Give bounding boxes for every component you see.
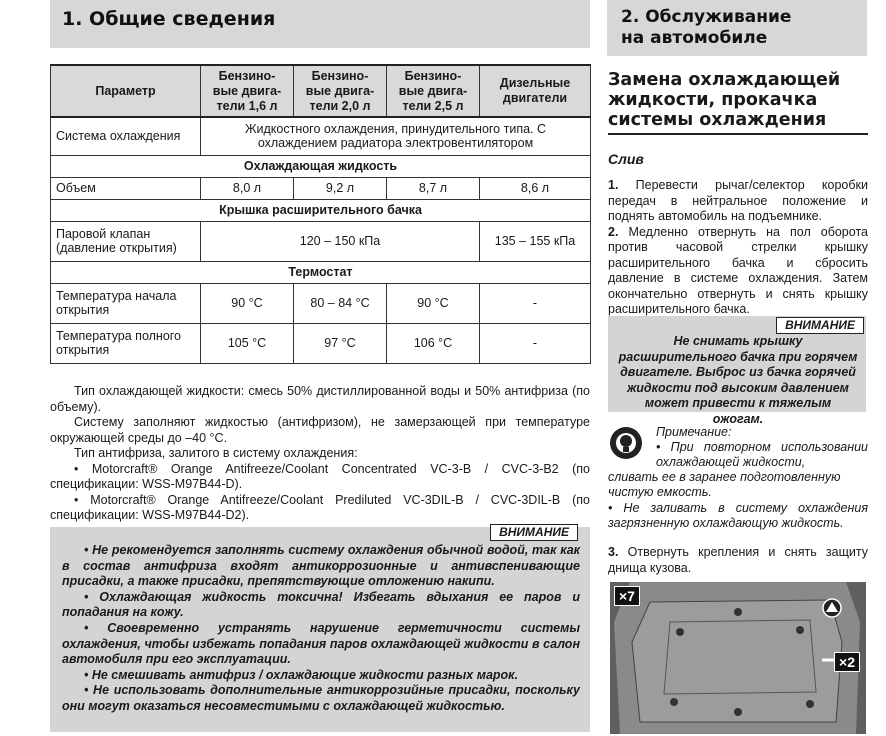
table-cell: 8,7 л (387, 177, 480, 199)
step-number: 2. (608, 224, 619, 239)
table-cell: 9,2 л (294, 177, 387, 199)
table-section-row (51, 155, 591, 177)
subsection-title: Слив (608, 151, 644, 167)
row-label: Паровой клапан (давление открытия) (51, 221, 201, 261)
table-cell: 90 °C (201, 283, 294, 323)
step-3 (608, 545, 868, 576)
procedure-title: Замена охлаждающей жидкости, прокачка системы охлаждения (608, 70, 868, 135)
header-petrol-20: Бензино-вые двига-тели 2,0 л (294, 65, 387, 117)
row-label: Температура полного открытия (51, 323, 201, 363)
paragraph: Тип охлаждающей жидкости: смесь 50% дистиллированной воды и 50% антифриза (по объему). (50, 384, 590, 414)
step-text: Перевести рычаг/селектор коробки передач в нейтральное положение и поднять автомобиль на подъемнике. (608, 178, 868, 223)
table-row (51, 117, 591, 155)
underbody-illustration (610, 582, 866, 734)
warning-label: ВНИМАНИЕ (776, 317, 864, 334)
paragraph: Систему заполняют жидкостью (антифризом), не замерзающей при температуре окружающей среды до –40 °C. (50, 415, 590, 445)
header-petrol-25: Бензино-вые двига-тели 2,5 л (387, 65, 480, 117)
table-cell: 90 °C (387, 283, 480, 323)
table-header-row (51, 65, 591, 117)
spec-table (50, 64, 591, 364)
table-cell: 8,0 л (201, 177, 294, 199)
note-heading: Примечание: (656, 425, 732, 439)
section-thermostat: Термостат (51, 261, 591, 283)
table-row (51, 283, 591, 323)
section-title-general: 1. Общие сведения (62, 8, 276, 30)
lightbulb-icon (610, 427, 642, 459)
table-cell: - (480, 283, 591, 323)
section-title-maintenance: 2. Обслуживание на автомобиле (621, 7, 792, 48)
steps-1-2 (608, 178, 868, 318)
warning-box-left (50, 527, 590, 732)
row-label: Объем (51, 177, 201, 199)
section-cap: Крышка расширительного бачка (51, 199, 591, 221)
table-cell: 120 – 150 кПа (201, 221, 480, 261)
warning-item: • Охлаждающая жидкость токсична! Избегать вдыхания ее паров и попадания на кожу. (62, 589, 580, 620)
table-row (51, 323, 591, 363)
table-cell: 80 – 84 °C (294, 283, 387, 323)
step (608, 178, 868, 225)
warning-item: • Не рекомендуется заполнять систему охлаждения обычной водой, так как в состав антифриза входят антикоррозионные и антивспенивающие присадки, а также присадки, препятствующие отложению накипи. (62, 543, 580, 589)
warning-text: Не снимать крышку расширительного бачка при горячем двигателе. Выброс из бачка горячей жидкости под высоким давлением может привести к тяжелым ожогам. (618, 334, 858, 426)
section-header-left (50, 0, 590, 48)
note-item: • При повторном использовании охлаждающей жидкости, (656, 440, 868, 469)
paragraph: • Motorcraft® Orange Antifreeze/Coolant Concentrated VC-3-B / CVC-3-B2 (по спецификации: WSS-M97B44-D). (50, 461, 590, 491)
section-coolant: Охлаждающая жидкость (51, 155, 591, 177)
table-row (51, 221, 591, 261)
row-label: Система охлаждения (51, 117, 201, 155)
warning-box-right (608, 316, 866, 426)
row-label: Температура начала открытия (51, 283, 201, 323)
warning-label: ВНИМАНИЕ (490, 524, 578, 541)
table-row (51, 177, 591, 199)
table-cell: 135 – 155 кПа (480, 221, 591, 261)
step-text: Медленно отвернуть на пол оборота против часовой стрелки крышку расширительного бачка и сбросить давление в системе охлаждения. Затем окончательно отвернуть и снять крышку расширительного бачка. (608, 224, 868, 316)
table-cell: 97 °C (294, 323, 387, 363)
table-section-row (51, 199, 591, 221)
header-param: Параметр (51, 65, 201, 117)
step-number: 1. (608, 178, 619, 192)
warning-item: • Не смешивать антифриз / охлаждающие жидкости разных марок. (84, 667, 518, 682)
count-badge: ×2 (834, 652, 860, 672)
step (608, 545, 868, 576)
paragraph: • Motorcraft® Orange Antifreeze/Coolant Prediluted VC-3DIL-B / CVC-3DIL-B (по спецификации: WSS-M97B44-D2). (50, 492, 590, 522)
table-cell: - (480, 323, 591, 363)
warning-item: • Своевременно устранять нарушение герметичности системы охлаждения, чтобы избежать попадания паров охлаждающей жидкости в салон автомобиля при его эксплуатации. (62, 620, 580, 667)
paragraph: Тип антифриза, залитого в систему охлаждения: (74, 446, 358, 460)
table-cell: 8,6 л (480, 177, 591, 199)
table-cell: 106 °C (387, 323, 480, 363)
note-item-continued: сливать ее в заранее подготовленную чистую емкость. (608, 470, 841, 499)
table-cell: 105 °C (201, 323, 294, 363)
underbody-photo (610, 582, 866, 734)
section-header-right (607, 0, 867, 56)
step-text: Отвернуть крепления и снять защиту днища кузова. (608, 545, 868, 575)
count-badge: ×7 (614, 586, 640, 606)
note-item: • Не заливать в систему охлаждения загрязненную охлаждающую жидкость. (608, 501, 868, 530)
table-section-row (51, 261, 591, 283)
step-number: 3. (608, 545, 619, 559)
warning-text (62, 543, 580, 715)
step (608, 225, 868, 318)
header-diesel: Дизельные двигатели (480, 65, 591, 117)
warning-item: • Не использовать дополнительные антикоррозийные присадки, поскольку они могут оказаться несовместимыми с охлаждающей жидкостью. (62, 683, 580, 713)
coolant-info-text (50, 384, 590, 524)
header-petrol-16: Бензино-вые двига-тели 1,6 л (201, 65, 294, 117)
cooling-system-value: Жидкостного охлаждения, принудительного типа. С охлаждением радиатора электровентилятором (201, 117, 591, 155)
